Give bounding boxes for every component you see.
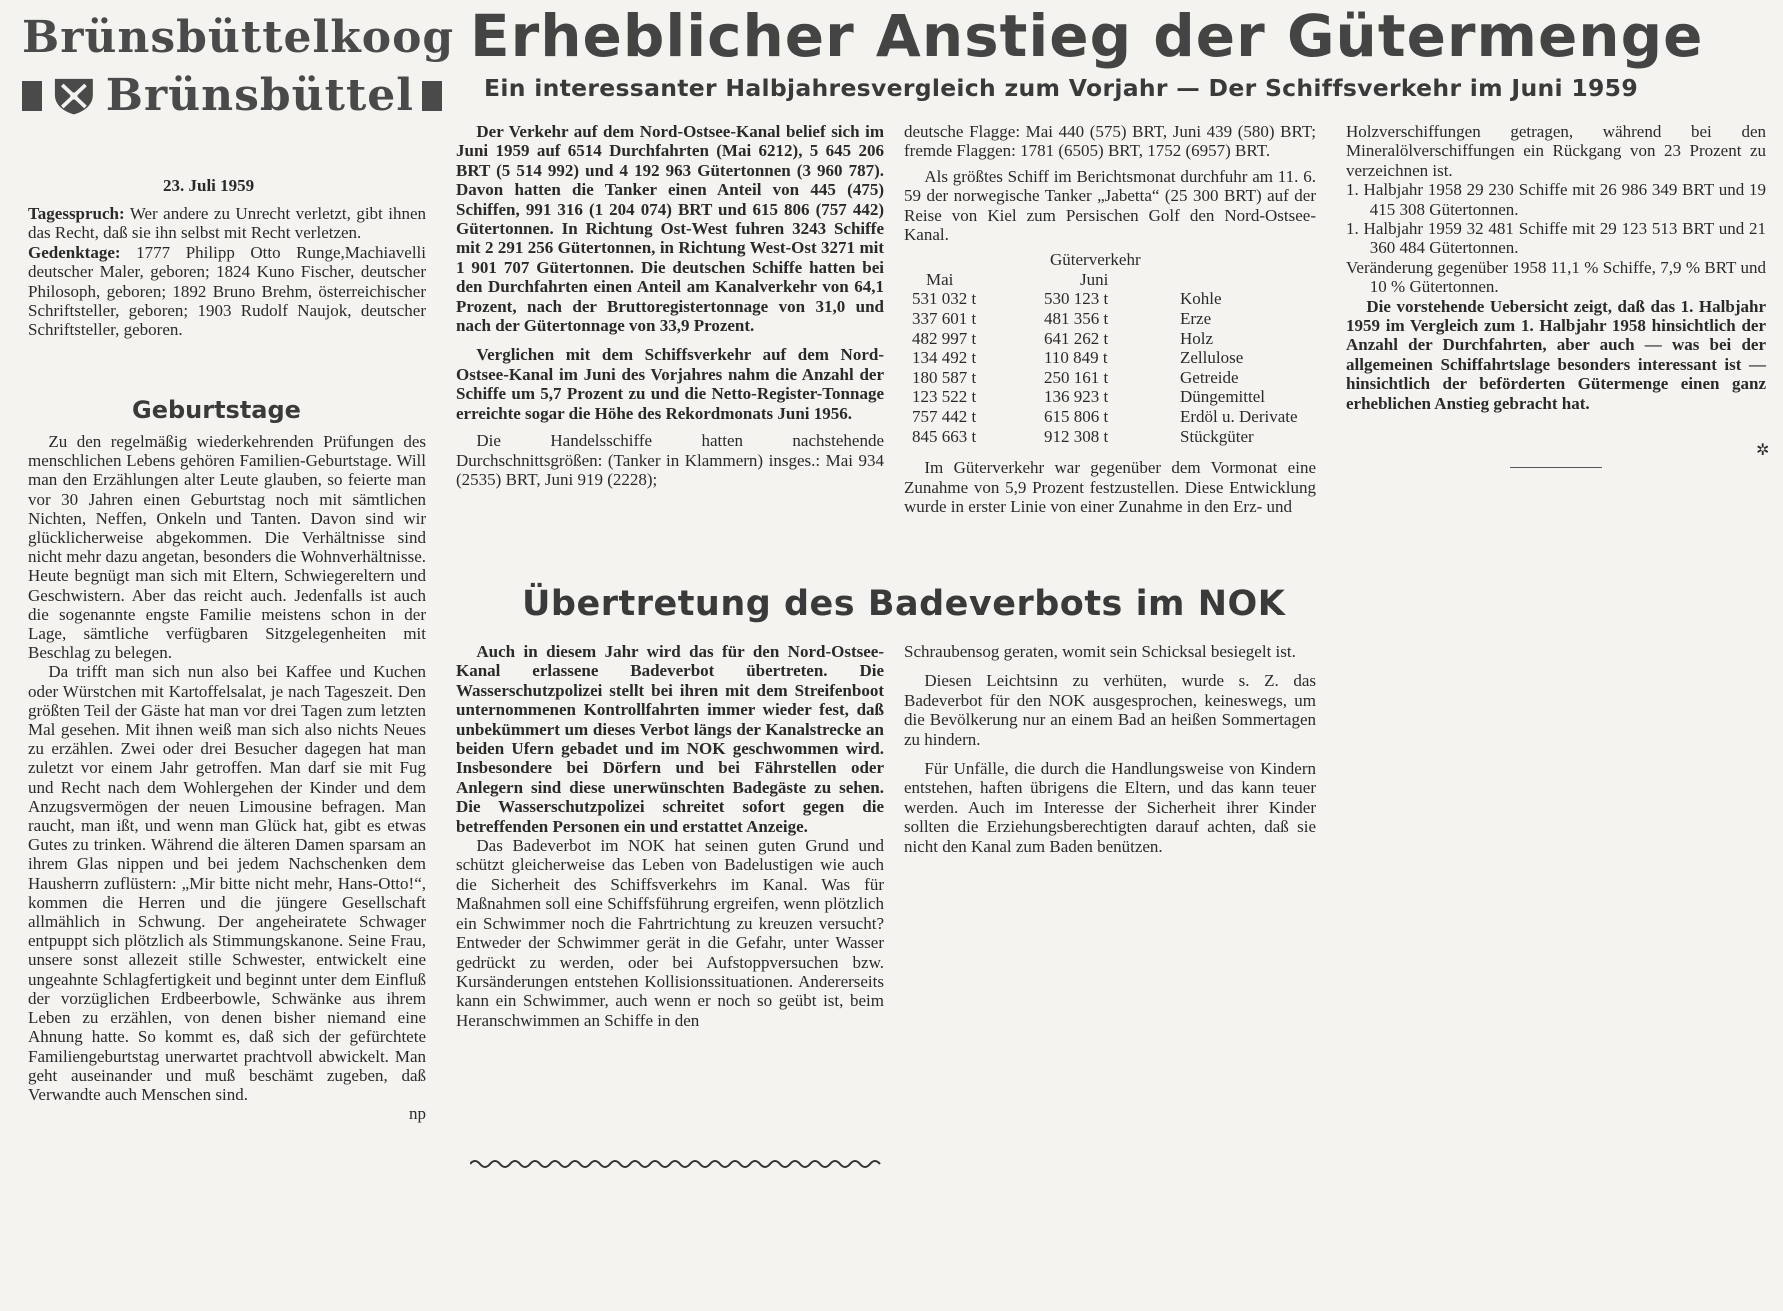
goods-juni: 250 161 t [1044, 367, 1109, 387]
masthead-bar-right [422, 81, 442, 111]
article1-flags: deutsche Flagge: Mai 440 (575) BRT, Juni 439 (580) BRT; fremde Flaggen: 1781 (6505) BRT, 1752 (6957) BRT. [904, 122, 1316, 161]
article2-column-2 [904, 642, 1316, 856]
masthead [22, 12, 455, 128]
tagesspruch-text: Wer andere zu Unrecht verletzt, gibt ihnen das Recht, daß sie ihn selbst mit Recht verletzen. [28, 204, 426, 243]
goods-mai: 482 997 t [912, 328, 977, 348]
goods-type: Erze [1180, 309, 1212, 329]
geburtstage-paragraph-1: Zu den regelmäßig wiederkehrenden Prüfungen des menschlichen Lebens gehören Familien-Geburtstage. Will man den Erzählungen alter Leute glauben, so feierte man vor 30 Jahren einen Geburtstag noch mit sämtlichen Nichten, Neffen, Onkeln und Tanten. Davon sind wir glücklicherweise abgekommen. Die Verhältnisse sind nicht mehr dazu angetan, besonders die Wohnverhältnisse. Heute begnügt man sich mit Eltern, Schwiegereltern und Geschwistern. Aber das reicht auch. Jedenfalls ist auch die sogenannte engste Familie meistens schon in der Lage, sämtliche verfügbaren Sitzgelegenheiten mit Beschlag zu belegen. [28, 432, 426, 663]
goods-juni: 615 806 t [1044, 407, 1109, 426]
geburtstage-paragraph-2: Da trifft man sich nun also bei Kaffee und Kuchen oder Würstchen mit Kartoffelsalat, je nach Tageszeit. Den größten Teil der Gäste hat man vor drei Tagen zum letzten Mal gesehen. Mit ihnen weiß man sich also nichts Neues zu erzählen. Zwei oder drei Besucher dagegen hat man zuletzt vor einem Jahr getroffen. Man darf sie mit Fug und Recht nach dem Wohlergehen der Kinder und dem Anzugsvermögen der neuen Limousine befragen. Man raucht, man ißt, und wenn man Glück hat, gibt es etwas Gutes zu trinken. Während die älteren Damen sparsam an ihrem Glas nippen und bei jedem Nachschenken dem Hausherrn zuflüstern: „Mir bitte nicht mehr, Hans-Otto!“, kommen die Herren und die jüngere Gesellschaft allmählich in Schwung. Der angeheiratete Schwager entpuppt sich plötzlich als Stimmungskanone. Seine Frau, unsere sonst allezeit stille Schwester, entwickelt eine ungeahnte Schlagfertigkeit und beginnt unter dem Einfluß der vorzüglichen Erdbeerbowle, Schwänke aus ihrem Leben zu erzählen, von denen bisher niemand eine Ahnung hatte. So kommt es, daß sich der gefürchtete Familiengeburtstag unerwartet prachtvoll abwickelt. Man geht auseinander und muß beschämt zugeben, daß Verwandte auch Menschen sind. [28, 662, 426, 1104]
masthead-row [22, 64, 442, 128]
goods-type: Getreide [1180, 367, 1239, 387]
masthead-town-1: Brünsbüttelkoog [22, 12, 455, 63]
goods-type: Erdöl u. Derivate [1180, 407, 1298, 426]
tagesspruch-author: Machiavelli [344, 242, 426, 262]
table-row [912, 309, 1298, 329]
goods-table-title: Güterverkehr [1050, 250, 1141, 270]
goods-table-header [912, 270, 1298, 290]
gedenktage-text: 1777 Philipp Otto Runge, deutscher Maler, geboren; 1824 Kuno Fischer, deutscher Philosoph, geboren; 1892 Bruno Brehm, österreichischer Schriftsteller, geboren; 1903 Rudolf Naujok, deutscher Schriftsteller, geboren. [28, 242, 426, 340]
article1-comparison: Verglichen mit dem Schiffsverkehr auf dem Nord-Ostsee-Kanal im Juni des Vorjahres nahm die Anzahl der Schiffe um 5,7 Prozent zu und die Netto-Register-Tonnage erreichte sogar die Höhe des Rekordmonats Juni 1956. [456, 345, 884, 423]
gedenktage-label: Gedenktage: [28, 242, 121, 262]
goods-juni: 530 123 t [1044, 289, 1109, 309]
masthead-bar-left [22, 81, 42, 111]
tagesspruch-label: Tagesspruch: [28, 204, 125, 223]
goods-header-mai: Mai [926, 269, 954, 289]
end-mark: ✲ [1756, 442, 1770, 459]
article1-change: Veränderung gegenüber 1958 11,1 % Schiffe, 7,9 % BRT und 10 % Gütertonnen. [1346, 257, 1766, 297]
goods-juni: 136 923 t [1044, 387, 1109, 407]
town-crest-icon [50, 64, 98, 128]
article1-headline: Erheblicher Anstieg der Gütermenge [470, 2, 1704, 70]
goods-juni: 110 849 t [1044, 348, 1108, 368]
table-row [912, 348, 1298, 368]
table-row [912, 329, 1298, 349]
goods-mai: 531 032 t [912, 289, 977, 309]
article1-goods-growth: Im Güterverkehr war gegenüber dem Vormonat eine Zunahme von 5,9 Prozent festzustellen. Diese Entwicklung wurde in erster Linie von einer Zunahme in den Erz- und [904, 458, 1316, 516]
goods-type: Zellulose [1180, 348, 1244, 368]
article1-half-1958: 1. Halbjahr 1958 29 230 Schiffe mit 26 986 349 BRT und 19 415 308 Gütertonnen. [1346, 180, 1766, 219]
goods-mai: 845 663 t [912, 426, 977, 446]
table-row [912, 387, 1298, 407]
article1-end-rule [1510, 467, 1602, 468]
geburtstage-title: Geburtstage [132, 396, 301, 424]
article2-paragraph-5: Für Unfälle, die durch die Handlungsweise von Kindern entstehen, haften übrigens die Eltern, und das kann teuer werden. Auch im Interesse der Sicherheit ihrer Kinder sollten die Erziehungsberechtigten darauf achten, daß sie nicht den Kanal zum Baden benützen. [904, 759, 1316, 856]
geburtstage-body [28, 432, 426, 1123]
goods-type: Düngemittel [1180, 387, 1265, 407]
article1-lead: Der Verkehr auf dem Nord-Ostsee-Kanal belief sich im Juni 1959 auf 6514 Durchfahrten (Mai 6212), 5 645 206 BRT (5 514 992) und 4 192 963 Gütertonnen (3 960 787). Davon hatten die Tanker einen Anteil von 445 (475) Schiffen, 991 316 (1 204 074) BRT und 615 806 (757 442) Gütertonnen. In Richtung Ost-West fuhren 3243 Schiffe mit 2 291 256 Gütertonnen, in Richtung West-Ost 3271 mit 1 901 707 Gütertonnen. Die deutschen Schiffe hatten bei den Durchfahrten einen Anteil am Kanalverkehr von 64,1 Prozent, nach der Bruttoregistertonnage von 31,0 und nach der Gütertonnage von 33,9 Prozent. [456, 122, 884, 336]
goods-table [912, 270, 1298, 446]
article2-column-1 [456, 642, 884, 1030]
article1-half-1959: 1. Halbjahr 1959 32 481 Schiffe mit 29 123 513 BRT und 21 360 484 Gütertonnen. [1346, 219, 1766, 258]
article2-paragraph-4: Diesen Leichtsinn zu verhüten, wurde s. Z. das Badeverbot für den NOK ausgesprochen, keineswegs, um die Bevölkerung nur an einem Bad an heißen Sommertagen zu hindern. [904, 671, 1316, 749]
article1-summary: Die vorstehende Uebersicht zeigt, daß das 1. Halbjahr 1959 im Vergleich zum 1. Halbjahr 1958 hinsichtlich der Anzahl der Durchfahrten, aber auch — was bei der allgemeinen Schiffahrtslage besonders interessant ist — hinsichtlich der beförderten Gütermenge einen ganz erheblichen Anstieg gebracht hat. [1346, 296, 1766, 413]
table-row [912, 427, 1298, 447]
left-column-top [28, 204, 426, 340]
goods-mai: 123 522 t [912, 387, 977, 407]
table-row [912, 407, 1298, 427]
goods-mai: 757 442 t [912, 407, 977, 426]
article2-lead: Auch in diesem Jahr wird das für den Nord-Ostsee-Kanal erlassene Badeverbot übertreten. Die Wasserschutzpolizei stellt bei ihren mit dem Streifenboot unternommenen Kontrollfahrten immer wieder fest, daß unbekümmert um dieses Verbot längs der Kanalstrecke an beiden Ufern gebadet und im NOK geschwommen wird. Insbesondere bei Dörfern und bei Fährstellen oder Anlegern sind diese unerwünschten Badegäste zu sehen. Die Wasserschutzpolizei schreitet sofort gegen die betreffenden Personen ein und erstattet Anzeige. [456, 642, 884, 836]
goods-mai: 134 492 t [912, 348, 977, 368]
goods-mai: 337 601 t [912, 309, 977, 329]
goods-type: Holz [1180, 328, 1214, 348]
article2-paragraph-3: Schraubensog geraten, womit sein Schicksal besiegelt ist. [904, 642, 1296, 661]
goods-header-juni: Juni [1080, 269, 1109, 289]
goods-type: Stückgüter [1180, 426, 1254, 446]
table-row [912, 368, 1298, 388]
article1-average-sizes: Die Handelsschiffe hatten nachstehende Durchschnittsgrößen: (Tanker in Klammern) insges.: Mai 934 (2535) BRT, Juni 919 (2228); [456, 431, 884, 489]
goods-juni: 481 356 t [1044, 309, 1109, 329]
article2-paragraph-2: Das Badeverbot im NOK hat seinen guten Grund und schützt gleicherweise das Leben von Badelustigen wie auch die Sicherheit des Schiffsverkehrs im Kanal. Was für Maßnahmen soll eine Schiffsführung ergreifen, wenn plötzlich ein Schwimmer noch die Fahrtrichtung zu kreuzen versucht? Entweder der Schwimmer gerät in die Gefahr, unter Wasser gedrückt zu werden, oder bei Aufstoppversuchen bzw. Kursänderungen entstehen Kollisionssituationen. Andererseits kann ein Schwimmer, auch wenn er noch so geübt ist, beim Heranschwimmen an Schiffe in den [456, 836, 884, 1030]
goods-juni: 912 308 t [1044, 426, 1109, 446]
article2-headline: Übertretung des Badeverbots im NOK [522, 584, 1286, 624]
geburtstage-signature: np [409, 1104, 426, 1124]
article1-column-3 [1346, 122, 1766, 413]
issue-date: 23. Juli 1959 [163, 176, 255, 195]
article1-subheadline: Ein interessanter Halbjahresvergleich zum Vorjahr — Der Schiffsverkehr im Juni 1959 [484, 74, 1638, 102]
goods-type: Kohle [1180, 289, 1222, 309]
masthead-town-2: Brünsbüttel [105, 70, 414, 121]
article1-column-2 [904, 122, 1316, 516]
goods-mai: 180 587 t [912, 367, 977, 387]
article1-shipments: Holzverschiffungen getragen, während bei den Mineralölverschiffungen ein Rückgang von 23 Prozent zu verzeichnen ist. [1346, 122, 1766, 180]
table-row [912, 289, 1298, 309]
article1-column-1 [456, 122, 884, 489]
wavy-divider [470, 1157, 882, 1171]
goods-table-block [904, 250, 1316, 446]
goods-juni: 641 262 t [1044, 328, 1109, 348]
article1-largest-ship: Als größtes Schiff im Berichtsmonat durchfuhr am 11. 6. 59 der norwegische Tanker „Jabetta“ (25 300 BRT) auf der Reise von Kiel zum Persischen Golf den Nord-Ostsee-Kanal. [904, 166, 1316, 245]
